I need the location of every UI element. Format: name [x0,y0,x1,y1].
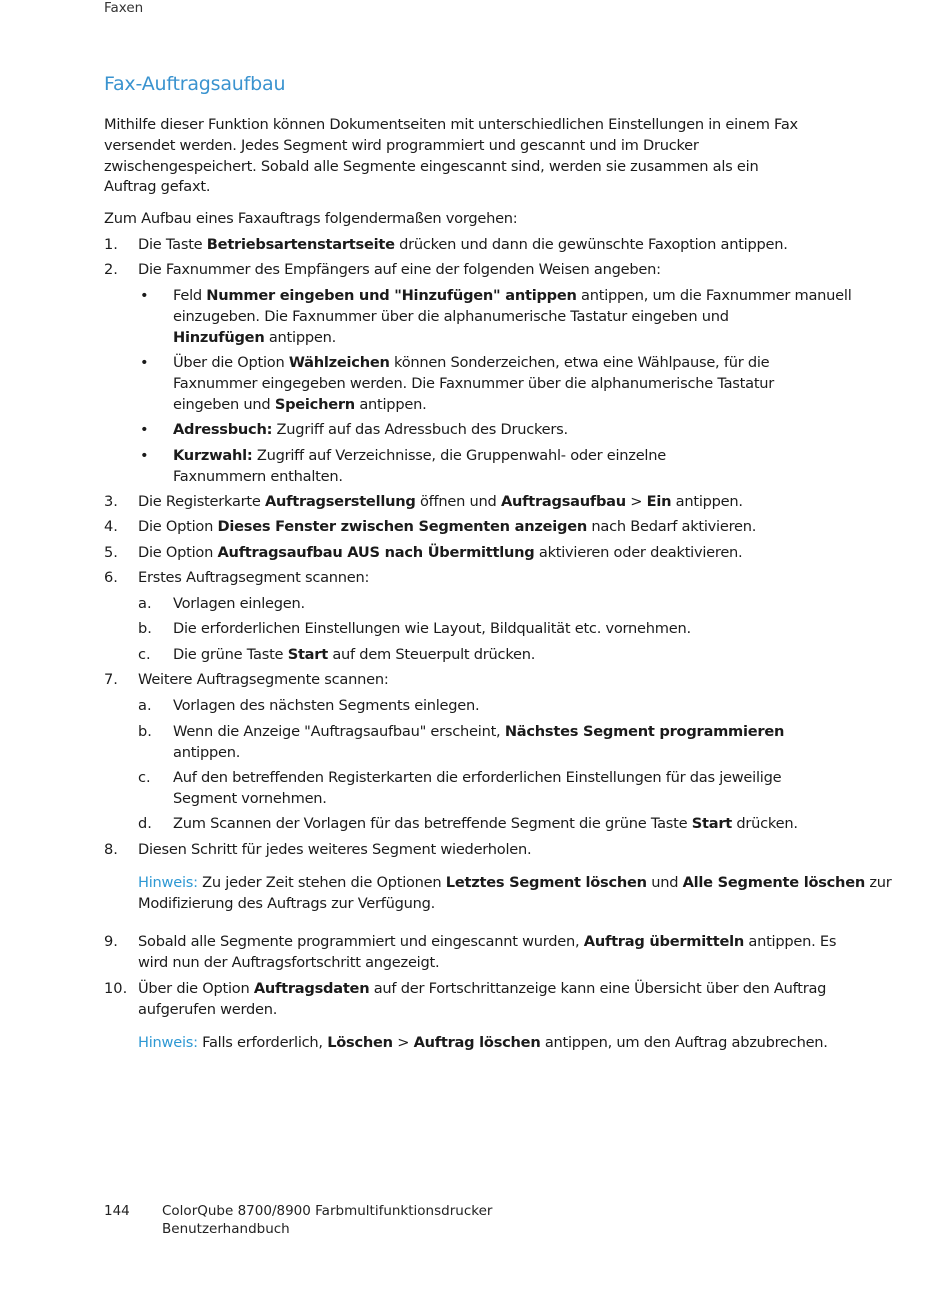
list-marker: c. [138,646,151,663]
note [138,873,892,915]
text-run: und [646,874,683,891]
text-run: Zum Scannen der Vorlagen für das betreffende Segment die grüne Taste [173,815,692,832]
text-run: drücken. [732,815,798,832]
list-item [173,645,535,666]
ui-term: Auftragserstellung [264,493,416,510]
bullet-icon: • [140,421,149,438]
page-number: 144 [104,1203,130,1219]
list-item [138,979,826,1021]
footer-product: ColorQube 8700/8900 Farbmultifunktionsdrucker [162,1203,493,1219]
list-item [173,594,305,615]
bullet-icon: • [140,354,149,371]
list-marker: 3. [104,493,118,510]
footer-doc-title: Benutzerhandbuch [162,1221,290,1237]
text-run: > [392,1034,414,1051]
text-run: Über die Option [138,980,254,997]
list-marker: 4. [104,518,118,535]
ui-term: Wählzeichen [288,354,390,371]
list-item [173,768,781,810]
list-marker: 5. [104,544,118,561]
list-item [138,568,369,589]
text-run: Vorlagen des nächsten Segments einlegen. [173,697,480,714]
text-run: Weitere Auftragsegmente scannen: [138,671,389,688]
list-marker: a. [138,697,152,714]
text-run: drücken und dann die gewünschte Faxoption antippen. [394,236,788,253]
list-marker: d. [138,815,152,832]
list-item [138,932,836,974]
list-item [173,446,666,488]
list-marker: 6. [104,569,118,586]
text-run: antippen, um den Auftrag abzubrechen. [540,1034,828,1051]
text-run: Falls erforderlich, [197,1034,328,1051]
paragraph [104,115,798,198]
paragraph [104,209,517,230]
text-run: Zugriff auf das Adressbuch des Druckers. [272,421,568,438]
list-marker: a. [138,595,152,612]
text-run: Zugriff auf Verzeichnisse, die Gruppenwahl- oder einzelne Faxnummern enthalten. [173,447,666,485]
ui-term: Start [287,646,328,663]
text-run: Mithilfe dieser Funktion können Dokumentseiten mit unterschiedlichen Einstellungen in einem Fax versendet werden. Jedes Segment wird programmiert und gescannt und im Drucker zwischengespeichert. Sobald alle Segmente eingescannt sind, werden sie zusammen als ein Auftrag gefaxt. [104,116,798,196]
page-title: Fax-Auftragsaufbau [104,73,286,95]
text-run: Die erforderlichen Einstellungen wie Layout, Bildqualität etc. vornehmen. [173,620,691,637]
text-run: Sobald alle Segmente programmiert und eingescannt wurden, [138,933,584,950]
text-run: aktivieren oder deaktivieren. [534,544,743,561]
text-run: Diesen Schritt für jedes weiteres Segment wiederholen. [138,841,532,858]
text-run: antippen, um die Faxnummer manuell einzugeben. Die Faxnummer über die alphanumerische Tastatur eingeben und [173,287,852,325]
text-run: > [625,493,647,510]
text-run: Die Registerkarte [138,493,265,510]
text-run: zur Modifizierung des Auftrags zur Verfügung. [138,874,892,912]
list-item [138,492,743,513]
text-run: Wenn die Anzeige "Auftragsaufbau" erscheint, [173,723,505,740]
running-header: Faxen [104,0,144,16]
text-run: Die Option [138,518,218,535]
text-run: Über die Option [173,354,289,371]
ui-term: Hinzufügen [173,328,265,346]
list-marker: c. [138,769,151,786]
text-run: Erstes Auftragsegment scannen: [138,569,370,586]
text-run: antippen. Es wird nun der Auftragsfortschritt angezeigt. [138,933,837,971]
text-run: Vorlagen einlegen. [173,595,305,612]
ui-term: Auftragsdaten [253,980,370,997]
ui-term: Adressbuch: [173,421,273,438]
note-label: Hinweis: [138,874,198,891]
ui-term: Nummer eingeben und "Hinzufügen" antippen [206,287,577,304]
bullet-icon: • [140,287,149,304]
text-run: öffnen und [415,493,501,510]
list-marker: 10. [104,980,128,997]
list-item [138,840,531,861]
text-run: antippen. [671,493,743,510]
text-run: antippen. [354,395,427,413]
ui-term: Löschen [327,1034,393,1051]
text-run: Die Taste [138,236,207,253]
text-run: auf dem Steuerpult drücken. [327,646,536,663]
ui-term: Nächstes Segment programmieren [504,723,785,740]
ui-term: Kurzwahl: [173,447,253,464]
ui-term: Letztes Segment löschen [445,874,647,891]
text-run: Zu jeder Zeit stehen die Optionen [197,874,446,891]
note [138,1033,828,1054]
list-marker: b. [138,723,152,740]
list-item [138,543,742,564]
text-run: Feld [173,287,207,304]
list-item [173,619,691,640]
list-item [138,235,788,256]
ui-term: Speichern [274,395,355,413]
text-run: Die Option [138,544,218,561]
text-run: antippen. [264,328,336,346]
list-marker: 9. [104,933,118,950]
list-item [173,353,774,415]
ui-term: Alle Segmente löschen [682,874,865,891]
list-marker: 8. [104,841,118,858]
list-item [173,722,784,764]
list-item [138,260,661,281]
list-marker: b. [138,620,152,637]
text-run: antippen. [173,743,241,761]
text-run: nach Bedarf aktivieren. [587,518,757,535]
ui-term: Start [691,815,732,832]
list-marker: 1. [104,236,118,253]
ui-term: Auftragsaufbau [500,493,626,510]
text-run: Zum Aufbau eines Faxauftrags folgendermaßen vorgehen: [104,210,518,227]
text-run: können Sonderzeichen, etwa eine Wählpause, für die Faxnummer eingegeben werden. Die Faxnummer über die alphanumerische Tastatur eingeben und [173,354,775,413]
ui-term: Betriebsartenstartseite [206,236,395,253]
list-item [173,286,852,348]
text-run: auf der Fortschrittanzeige kann eine Übersicht über den Auftrag aufgerufen werden. [138,980,827,1018]
ui-term: Dieses Fenster zwischen Segmenten anzeigen [217,518,588,535]
ui-term: Auftrag löschen [413,1034,541,1051]
list-marker: 2. [104,261,118,278]
ui-term: Ein [646,493,672,510]
note-label: Hinweis: [138,1034,198,1051]
ui-term: Auftragsaufbau AUS nach Übermittlung [217,544,535,561]
list-item [173,696,479,717]
text-run: Die grüne Taste [173,646,288,663]
list-item [138,670,389,691]
ui-term: Auftrag übermitteln [583,933,744,950]
bullet-icon: • [140,447,149,464]
list-item [138,517,756,538]
text-run: Auf den betreffenden Registerkarten die erforderlichen Einstellungen für das jeweilige Segment vornehmen. [173,769,782,807]
list-marker: 7. [104,671,118,688]
list-item [173,420,568,441]
list-item [173,814,798,835]
text-run: Die Faxnummer des Empfängers auf eine der folgenden Weisen angeben: [138,261,661,278]
